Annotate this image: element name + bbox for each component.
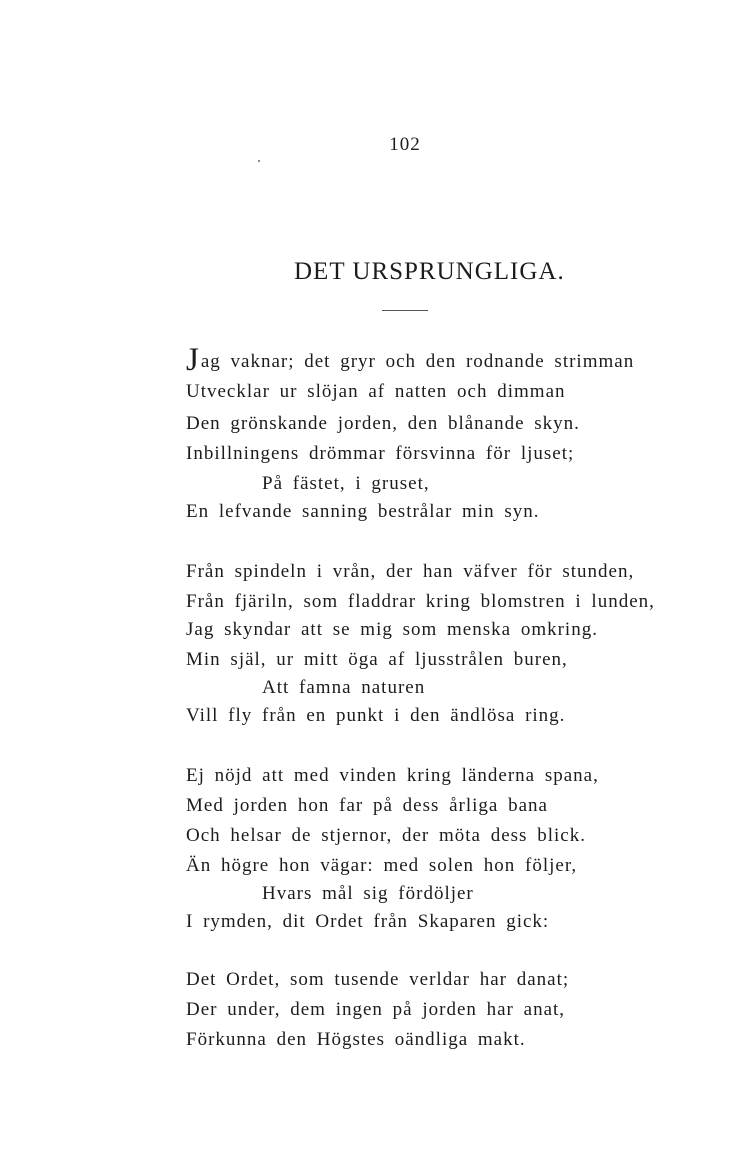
poem-line: Inbillningens drömmar försvinna för ljuset; (186, 443, 575, 464)
poem-line: Jag skyndar att se mig som menska omkring. (186, 619, 598, 640)
first-line-rest: ag vaknar; det gryr och den rodnande strimman (200, 351, 635, 372)
poem-line: En lefvande sanning bestrålar min syn. (186, 501, 540, 522)
poem-line: Der under, dem ingen på jorden har anat, (186, 999, 566, 1020)
poem-line: Med jorden hon far på dess årliga bana (186, 795, 548, 816)
poem-line: I rymden, dit Ordet från Skaparen gick: (186, 911, 550, 932)
poem-line: Den grönskande jorden, den blånande skyn. (186, 413, 580, 434)
poem-line: Än högre hon vägar: med solen hon följer, (186, 855, 578, 876)
poem-line: Att famna naturen (262, 677, 426, 698)
poem-line: Det Ordet, som tusende verldar har danat; (186, 969, 570, 990)
poem-line: Och helsar de stjernor, der möta dess blick. (186, 825, 586, 846)
poem-line: Förkunna den Högstes oändliga makt. (186, 1029, 526, 1050)
poem-line: Vill fly från en punkt i den ändlösa ring. (186, 705, 566, 726)
poem-title: DET URSPRUNGLIGA. (294, 258, 565, 285)
poem-line: Min själ, ur mitt öga af ljusstrålen buren, (186, 649, 568, 670)
drop-cap: J (186, 342, 200, 378)
poem-line: Ej nöjd att med vinden kring länderna spana, (186, 765, 599, 786)
poem-line: Från fjäriln, som fladdrar kring blomstren i lunden, (186, 591, 655, 612)
page-number: 102 (389, 134, 421, 155)
poem-line: Hvars mål sig fördöljer (262, 883, 474, 904)
poem-line: Från spindeln i vrån, der han väfver för stunden, (186, 561, 635, 582)
poem-line: Utvecklar ur slöjan af natten och dimman (186, 381, 566, 402)
poem-line (186, 344, 634, 377)
poem-line: På fästet, i gruset, (262, 473, 430, 494)
